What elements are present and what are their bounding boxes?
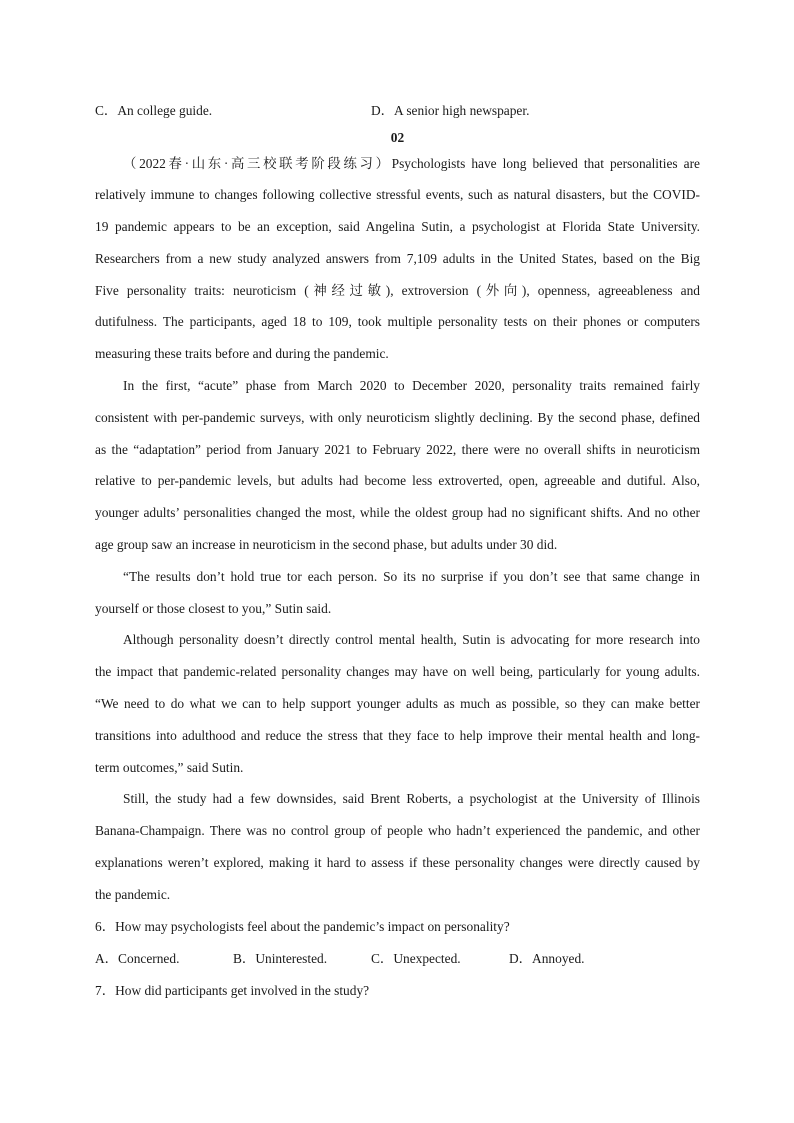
passage-line: the impact that pandemic-related personality changes may have on well being, particularly for young adults. (95, 664, 700, 679)
question-6-option-b: B．Uninterested. (233, 951, 328, 966)
passage-line: term outcomes,” said Sutin. (95, 760, 244, 775)
section-number: 02 (390, 130, 405, 145)
passage-line: the pandemic. (95, 887, 171, 902)
question-6-option-d: D．Annoyed. (509, 951, 585, 966)
passage-line: Banana-Champaign. There was no control group of people who hadn’t experienced the pandemic, and other (95, 823, 700, 838)
passage-line: yourself or those closest to you,” Sutin said. (95, 601, 332, 616)
passage-line: “We need to do what we can to help support younger adults as much as possible, so they can make better (95, 696, 700, 711)
question-7-stem: 7．How did participants get involved in the study? (95, 983, 370, 998)
passage-line: In the first, “acute” phase from March 2020 to December 2020, personality traits remained fairly (123, 378, 700, 393)
passage-line: as the “adaptation” period from January 2021 to February 2022, there were no overall shifts in neuroticism (95, 442, 700, 457)
passage-line: Five personality traits: neuroticism (神经过敏), extroversion (外向), openness, agreeableness and (95, 283, 700, 298)
question-6-option-c: C．Unexpected. (371, 951, 461, 966)
question-6-option-a: A．Concerned. (95, 951, 180, 966)
passage-line: explanations weren’t explored, making it hard to assess if these personality changes were directly caused by (95, 855, 700, 870)
passage-line: Still, the study had a few downsides, said Brent Roberts, a psychologist at the University of Illinois (123, 791, 700, 806)
question-6-stem: 6．How may psychologists feel about the pandemic’s impact on personality? (95, 919, 510, 934)
passage-line: transitions into adulthood and reduce the stress that they face to help improve their mental health and long- (95, 728, 700, 743)
passage-line: “The results don’t hold true tor each person. So its no surprise if you don’t see that same change in (123, 569, 700, 584)
passage-line: Researchers from a new study analyzed answers from 7,109 adults in the United States, based on the Big (95, 251, 700, 266)
passage-line: relatively immune to changes following collective stressful events, such as natural disasters, but the COVID- (95, 187, 700, 202)
passage-line: younger adults’ personalities changed the most, while the oldest group had no significant shifts. And no other (95, 505, 700, 520)
passage-line: measuring these traits before and during the pandemic. (95, 346, 389, 361)
passage-line: 19 pandemic appears to be an exception, said Angelina Sutin, a psychologist at Florida State University. (95, 219, 700, 234)
prev-option-d: D．A senior high newspaper. (371, 103, 530, 118)
passage-line: （2022春·山东·高三校联考阶段练习）Psychologists have long believed that personalities are (123, 156, 700, 171)
passage-line: dutifulness. The participants, aged 18 to 109, took multiple personality tests on their phones or computers (95, 314, 700, 329)
passage-line: consistent with per-pandemic surveys, with only neuroticism slightly declining. By the second phase, defined (95, 410, 700, 425)
passage-line: Although personality doesn’t directly control mental health, Sutin is advocating for more research into (123, 632, 700, 647)
prev-option-c: C．An college guide. (95, 103, 213, 118)
passage-line: age group saw an increase in neuroticism in the second phase, but adults under 30 did. (95, 537, 558, 552)
passage-line: relative to per-pandemic levels, but adults had become less extroverted, open, agreeable and dutiful. Also, (95, 473, 700, 488)
